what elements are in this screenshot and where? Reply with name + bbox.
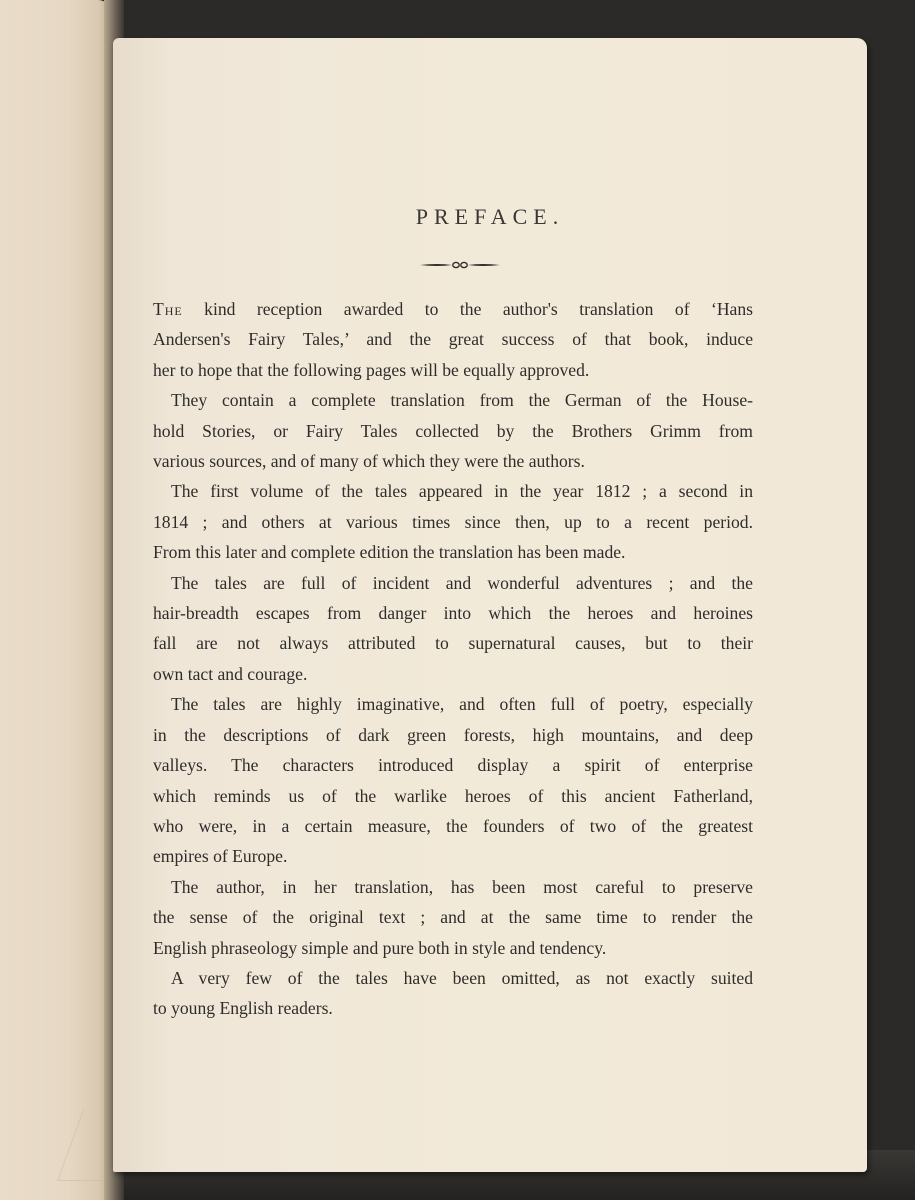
text-line: The first volume of the tales appeared in the year 1812 ; a second in	[171, 481, 753, 502]
text-line: to young English readers.	[153, 998, 333, 1019]
text-line: The tales are full of incident and wonderful adventures ; and the	[171, 572, 753, 593]
decorative-rule-icon	[418, 258, 502, 272]
paragraph-2	[153, 385, 753, 476]
text-line: hair-breadth escapes from danger into which the heroes and heroines	[153, 603, 753, 624]
preface-body	[153, 294, 753, 1024]
text-line: valleys. The characters introduced display a spirit of enterprise	[153, 755, 753, 776]
text-line: who were, in a certain measure, the founders of two of the greatest	[153, 815, 753, 836]
text-line: Andersen's Fairy Tales,’ and the great success of that book, induce	[153, 329, 753, 350]
text-line: empires of Europe.	[153, 846, 288, 867]
paragraph-4	[153, 568, 753, 690]
text-line: the sense of the original text ; and at the same time to render the	[153, 907, 753, 928]
text-line: which reminds us of the warlike heroes of this ancient Fatherland,	[153, 785, 753, 806]
preface-page	[113, 38, 867, 1172]
paragraph-1	[153, 294, 753, 385]
text-line: fall are not always attributed to supernatural causes, but to their	[153, 633, 753, 654]
text-line: in the descriptions of dark green forests, high mountains, and deep	[153, 724, 753, 745]
paragraph-7	[153, 963, 753, 1024]
line-text: kind reception awarded to the author's translation of ‘Hans	[182, 299, 753, 319]
text-line: various sources, and of many of which they were the authors.	[153, 451, 585, 472]
paragraph-5	[153, 689, 753, 871]
page-title: PREFACE.	[415, 204, 565, 229]
text-line: The author, in her translation, has been most careful to preserve	[171, 876, 753, 897]
text-line: The tales are highly imaginative, and often full of poetry, especially	[171, 694, 753, 715]
lead-word: The	[153, 299, 183, 319]
text-line: From this later and complete edition the translation has been made.	[153, 542, 626, 563]
text-line: English phraseology simple and pure both in style and tendency.	[153, 937, 607, 958]
page-content	[113, 38, 867, 1172]
text-line: own tact and courage.	[153, 663, 308, 684]
text-line: 1814 ; and others at various times since then, up to a recent period.	[153, 511, 753, 532]
facing-page	[0, 0, 112, 1200]
paragraph-3	[153, 476, 753, 567]
text-line: hold Stories, or Fairy Tales collected by the Brothers Grimm from	[153, 420, 753, 441]
text-line: A very few of the tales have been omitted, as not exactly suited	[171, 967, 753, 988]
text-line: her to hope that the following pages will be equally approved.	[153, 359, 590, 380]
text-line	[153, 294, 753, 324]
paragraph-6	[153, 872, 753, 963]
text-line: They contain a complete translation from the German of the House-	[171, 390, 753, 411]
